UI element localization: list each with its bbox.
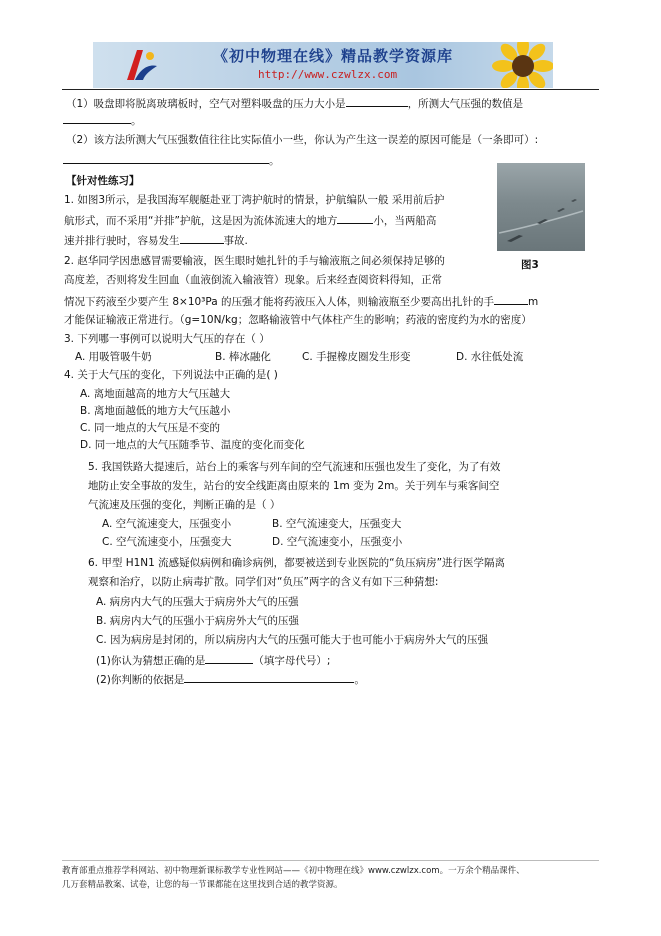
site-logo-icon [123,46,159,84]
option-b: B. 棒冰融化 [215,351,271,363]
option-c: C. 因为病房是封闭的，所以病房内大气的压强可能大于也可能小于病房外大气的压强 [96,634,489,646]
option-d: D. 空气流速变小，压强变小 [272,536,403,548]
text-line: 1. 如图3所示，是我国海军舰艇赴亚丁湾护航时的情景，护航编队一般 采用前后护 [64,194,445,206]
text-line: 3. 下列哪一事例可以说明大气压的存在（ ） [64,333,270,345]
text-line: 2. 赵华同学因患感冒需要输液，医生眼时她扎针的手与输液瓶之间必须保持足够的 [64,255,445,267]
answer-blank[interactable] [184,671,354,683]
text-line: 。 [63,152,280,168]
header-banner [93,42,553,88]
page-footer [62,864,602,892]
text-line: 航形式，而不采用“并排”护航，这是因为流体流速大的地方 小，当两船高 [64,212,436,228]
text-line: （2）该方法所测大气压强数值往往比实际值小一些，你认为产生这一误差的原因可能是（一条即可）: [66,134,539,146]
text-line: 。 [63,112,142,128]
text-line: 5. 我国铁路大提速后，站台上的乘客与列车间的空气流速和压强也发生了变化，为了有效 [88,461,501,473]
footer-rule [62,860,599,861]
option-c: C. 同一地点的大气压是不变的 [80,422,221,434]
answer-blank[interactable] [346,95,408,107]
section-heading: 【针对性练习】 [66,175,140,187]
option-d: D. 同一地点的大气压随季节、温度的变化而变化 [80,439,305,451]
option-d: D. 水往低处流 [456,351,524,363]
text-line: 才能保证输液正常进行。（g=10N/kg；忽略输液管中气体柱产生的影响；药液的密度约为水的密度） [64,314,532,326]
text-line: 地防止安全事故的发生，站台的安全线距离由原来的 1m 变为 2m。关于列车与乘客间空 [88,480,500,492]
option-c: C. 空气流速变小，压强变大 [102,536,232,548]
option-b: B. 病房内大气的压强小于病房外大气的压强 [96,615,299,627]
answer-blank[interactable] [337,212,373,224]
footer-line: 几万套精品教案、试卷，让您的每一节课都能在这里找到合适的教学资源。 [62,880,343,890]
option-a: A. 病房内大气的压强大于病房外大气的压强 [96,596,299,608]
answer-blank[interactable] [63,152,269,164]
figure-3-ships-photo [497,163,585,251]
option-a: A. 用吸管吸牛奶 [75,351,152,363]
text-line: (1)你认为猜想正确的是 （填字母代号）; [96,652,330,668]
text-line: （1）吸盘即将脱离玻璃板时，空气对塑料吸盘的压力大小是 ，所测大气压强的数值是 [66,95,523,111]
option-b: B. 空气流速变大，压强变大 [272,518,402,530]
text-line: 高度差，否则将发生回血（血液倒流入输液管）现象。后来经查阅资料得知，正常 [64,274,442,286]
header-rule [62,89,599,90]
sunflower-icon [491,42,553,88]
option-a: A. 离地面越高的地方大气压越大 [80,388,231,400]
text-line: 速并排行驶时，容易发生 事故. [64,232,248,248]
answer-blank[interactable] [63,112,131,124]
text-line: 气流速及压强的变化，判断正确的是（ ） [88,499,281,511]
text-line: 情况下药液至少要产生 8×10³Pa 的压强才能将药液压入人体，则输液瓶至少要高出扎针的手 m [64,293,538,309]
text-line: 6. 甲型 H1N1 流感疑似病例和确诊病例，都要被送到专业医院的“负压病房”进行医学隔离 [88,557,506,569]
option-a: A. 空气流速变大，压强变小 [102,518,232,530]
figure-caption: 图3 [521,259,539,271]
text-line: 4. 关于大气压的变化，下列说法中正确的是( ) [64,369,278,381]
warship-icon [497,163,585,251]
banner-title: 《初中物理在线》精品教学资源库 [213,47,454,65]
text-line: (2)你判断的依据是 。 [96,671,365,687]
answer-blank[interactable] [180,232,224,244]
answer-blank[interactable] [494,293,528,305]
text-line: 观察和治疗，以防止病毒扩散。同学们对“负压”两字的含义有如下三种猜想: [88,576,439,588]
banner-url: http://www.czwlzx.com [258,68,398,81]
answer-blank[interactable] [205,652,253,664]
option-c: C. 手握橡皮圈发生形变 [302,351,411,363]
option-b: B. 离地面越低的地方大气压越小 [80,405,231,417]
footer-line: 教育部重点推荐学科网站、初中物理新课标教学专业性网站——《初中物理在线》www.czwlzx.com。一万余个精品课件、 [62,866,525,876]
